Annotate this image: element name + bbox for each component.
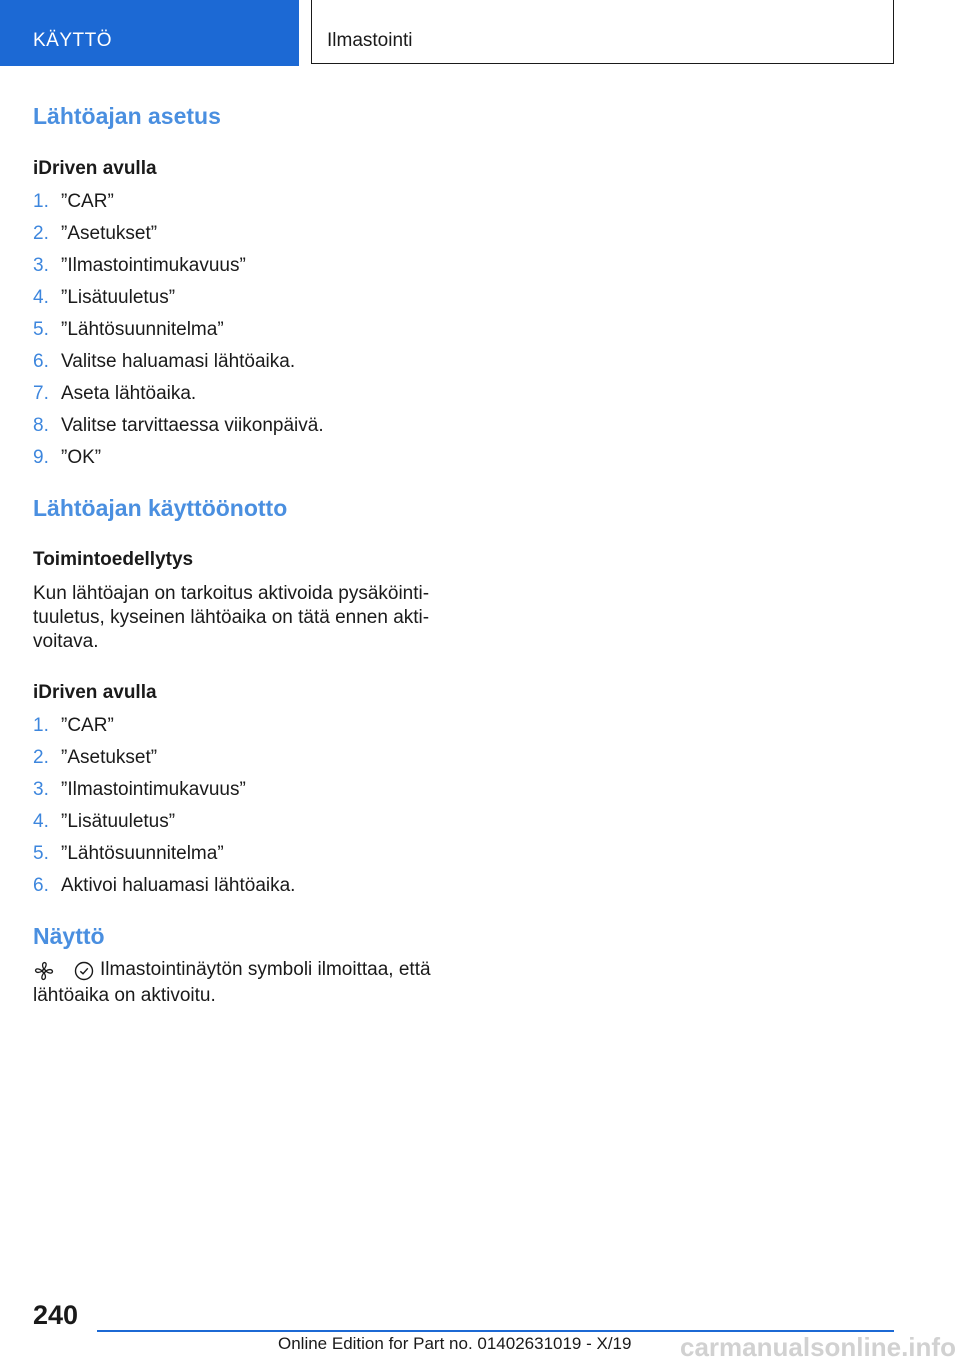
step-number: 6. xyxy=(33,875,49,896)
step-number: 9. xyxy=(33,447,49,468)
page-number: 240 xyxy=(33,1300,79,1330)
subheading-idrive: iDriven avulla xyxy=(33,158,157,179)
step-number: 3. xyxy=(33,779,49,800)
header-chapter-label: Ilmastointi xyxy=(327,30,413,51)
step-text: ”CAR” xyxy=(61,715,114,736)
paragraph-line: Kun lähtöajan on tarkoitus aktivoida pysäköinti- xyxy=(33,583,430,604)
step-number: 2. xyxy=(33,223,49,244)
step-number: 6. xyxy=(33,351,49,372)
paragraph-line: tuuletus, kyseinen lähtöaika on tätä ennen akti- xyxy=(33,607,430,628)
step-text: ”Ilmastointimukavuus” xyxy=(61,255,246,276)
step-number: 1. xyxy=(33,191,49,212)
section-title-departure-activation: Lähtöajan käyttöönotto xyxy=(33,495,288,521)
step-text: ”Asetukset” xyxy=(61,747,158,768)
step-number: 8. xyxy=(33,415,49,436)
section-title-display: Näyttö xyxy=(33,923,105,949)
section-title-departure-setting: Lähtöajan asetus xyxy=(33,103,221,129)
step-text: ”CAR” xyxy=(61,191,114,212)
step-text: Valitse tarvittaessa viikonpäivä. xyxy=(61,415,324,436)
header-section-label: KÄYTTÖ xyxy=(33,30,113,51)
footer-edition: Online Edition for Part no. 01402631019 - X/19 xyxy=(278,1334,632,1353)
step-number: 7. xyxy=(33,383,49,404)
paragraph-line: voitava. xyxy=(33,631,99,652)
step-text: ”Ilmastointimukavuus” xyxy=(61,779,246,800)
fan-icon xyxy=(33,960,55,982)
step-number: 5. xyxy=(33,319,49,340)
header-chapter-box xyxy=(311,0,894,64)
step-text: Aktivoi haluamasi lähtöaika. xyxy=(61,875,296,896)
subheading-idrive-2: iDriven avulla xyxy=(33,682,157,703)
clock-check-icon xyxy=(73,960,95,982)
step-text: Aseta lähtöaika. xyxy=(61,383,197,404)
step-text: ”Asetukset” xyxy=(61,223,158,244)
step-text: ”Lähtösuunnitelma” xyxy=(61,319,224,340)
requirement-paragraph xyxy=(33,582,438,654)
step-number: 4. xyxy=(33,811,49,832)
subheading-requirement: Toimintoedellytys xyxy=(33,549,194,570)
step-text: ”Lähtösuunnitelma” xyxy=(61,843,224,864)
step-number: 4. xyxy=(33,287,49,308)
step-text: ”Lisätuuletus” xyxy=(61,811,176,832)
step-text: Valitse haluamasi lähtöaika. xyxy=(61,351,296,372)
step-text: ”Lisätuuletus” xyxy=(61,287,176,308)
display-line-1: Ilmastointinäytön symboli ilmoittaa, että xyxy=(100,959,431,980)
step-number: 3. xyxy=(33,255,49,276)
step-number: 1. xyxy=(33,715,49,736)
step-text: ”OK” xyxy=(61,447,102,468)
step-number: 2. xyxy=(33,747,49,768)
watermark: carmanualsonline.info xyxy=(680,1332,956,1362)
display-icons xyxy=(33,958,103,984)
step-number: 5. xyxy=(33,843,49,864)
display-line-2: lähtöaika on aktivoitu. xyxy=(33,985,216,1006)
header-section-tab xyxy=(0,0,299,66)
